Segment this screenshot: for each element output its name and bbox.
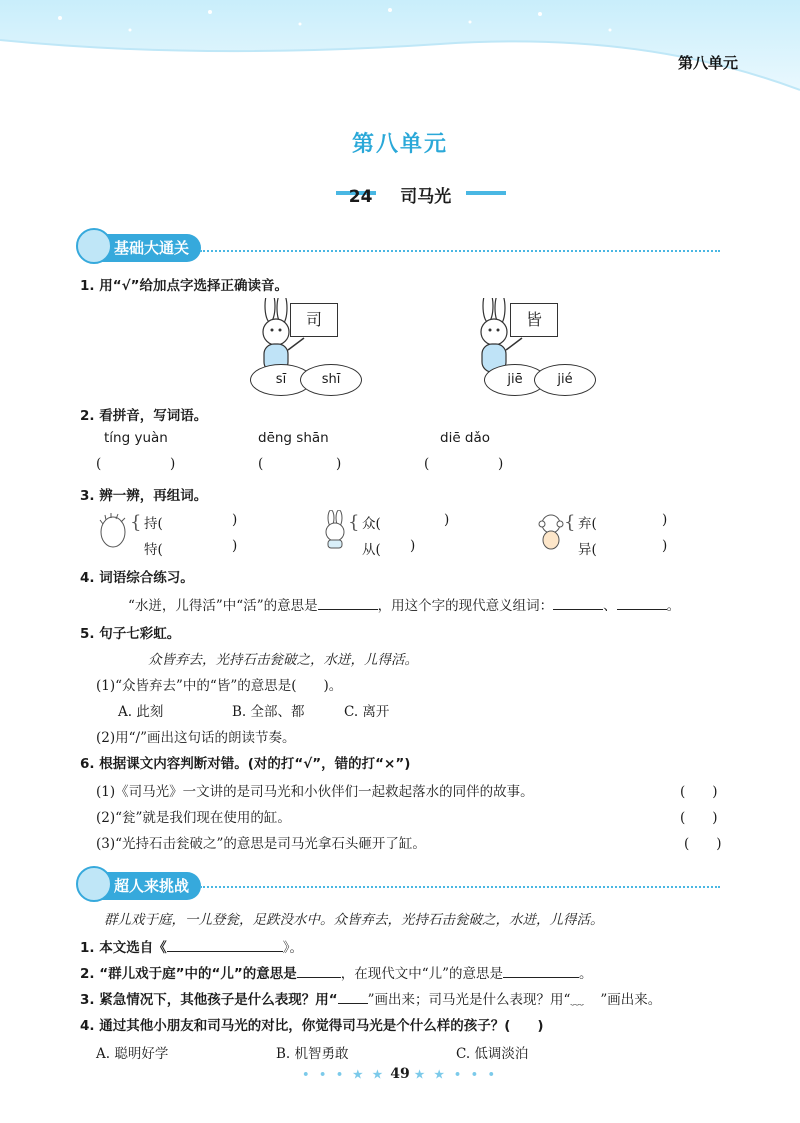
q3-word-1b[interactable]: 特( <box>144 542 163 558</box>
q5-sub2: (2)用“/”画出这句话的朗读节奏。 <box>96 730 296 746</box>
q1-label: 1. 用“√”给加点字选择正确读音。 <box>80 278 288 294</box>
page-footer <box>0 1066 800 1082</box>
q3-word-1a[interactable]: 持( <box>144 516 163 532</box>
q2-pinyin-3: diē dǎo <box>440 430 491 446</box>
lesson-heading <box>0 182 800 207</box>
q3-close-1b: ) <box>232 538 238 554</box>
q1-option-1b[interactable]: shī <box>300 364 362 396</box>
section-badge-basic <box>80 234 201 262</box>
brace-icon-2: { <box>348 512 360 533</box>
footer-dots-left-icon: • • • ★ ★ <box>302 1068 386 1081</box>
q5-sub1: (1)“众皆弃去”中的“皆”的意思是( )。 <box>96 678 343 694</box>
q3-close-3a: ) <box>662 512 668 528</box>
section-title-basic: 基础大通关 <box>114 239 190 257</box>
q3-word-2a[interactable]: 众( <box>362 516 381 532</box>
q6-item-3: (3)“光持石击瓮破之”的意思是司马光拿石头砸开了缸。 <box>96 836 426 852</box>
q2-answer-2-open[interactable]: ( <box>258 456 264 472</box>
q4-blank-meaning[interactable] <box>318 595 378 610</box>
q4-blank-word-2[interactable] <box>617 595 667 610</box>
star-badge-icon <box>76 228 112 264</box>
q2-answer-3-open[interactable]: ( <box>424 456 430 472</box>
q3-close-3b: ) <box>662 538 668 554</box>
q2-pinyin-2: dēng shān <box>258 430 329 446</box>
ufo-badge-icon <box>76 866 112 902</box>
c1-text-b: 》。 <box>282 940 303 956</box>
c1 <box>80 936 303 956</box>
q1-option-2b[interactable]: jié <box>534 364 596 396</box>
q4-text-a: “水迸，儿得活”中“活”的意思是 <box>128 598 318 614</box>
lesson-number: 24 <box>348 187 373 207</box>
q5-option-a[interactable]: A. 此刻 <box>118 704 164 720</box>
section-divider-basic <box>200 250 720 252</box>
c3-text-a: 3. 紧急情况下，其他孩子是什么表现？用“ <box>80 992 338 1008</box>
c4-option-a[interactable]: A. 聪明好学 <box>96 1046 169 1062</box>
q4-sep: 、 <box>603 598 617 614</box>
q2-answer-3-close: ) <box>498 456 504 472</box>
page-number: 49 <box>390 1066 410 1082</box>
q3-close-1a: ) <box>232 512 238 528</box>
brace-icon-1: { <box>130 512 142 533</box>
c2-blank-2[interactable] <box>503 963 579 978</box>
c2-blank-1[interactable] <box>297 963 341 978</box>
q3-word-3b[interactable]: 异( <box>578 542 597 558</box>
q6-answer-3[interactable]: ( ) <box>684 836 722 852</box>
c1-text-a: 1. 本文选自《 <box>80 940 167 956</box>
q4-label: 4. 词语综合练习。 <box>80 570 194 586</box>
c2-text-a: 2. “群儿戏于庭”中的“儿”的意思是 <box>80 966 297 982</box>
c2 <box>80 962 593 982</box>
q4-end: 。 <box>666 598 681 614</box>
brace-icon-3: { <box>564 512 576 533</box>
q3-word-2b[interactable]: 从( <box>362 542 381 558</box>
q1-char-1: 司 <box>290 303 338 337</box>
q1-char-2: 皆 <box>510 303 558 337</box>
c4-label: 4. 通过其他小朋友和司马光的对比，你觉得司马光是个什么样的孩子？( ) <box>80 1018 544 1034</box>
passage: 群儿戏于庭，一儿登瓮，足跌没水中。众皆弃去，光持石击瓮破之，水迸，儿得活。 <box>104 912 604 928</box>
q3-label: 3. 辨一辨，再组词。 <box>80 488 208 504</box>
q6-item-2: (2)“瓮”就是我们现在使用的缸。 <box>96 810 291 826</box>
c4-option-c[interactable]: C. 低调淡泊 <box>456 1046 529 1062</box>
c3-text-c: ”画出来。 <box>600 992 662 1008</box>
q6-answer-2[interactable]: ( ) <box>680 810 718 826</box>
footer-dots-right-icon: ★ ★ • • • <box>414 1068 498 1081</box>
monkey-icon <box>536 510 566 550</box>
q1-option-1a[interactable]: sī <box>250 364 312 396</box>
unit-tag: 第八单元 <box>677 54 738 72</box>
q5-option-c[interactable]: C. 离开 <box>344 704 390 720</box>
page-title: 第八单元 <box>351 132 448 157</box>
q4-sentence <box>128 594 680 614</box>
q4-blank-word-1[interactable] <box>553 595 603 610</box>
q6-item-1: (1)《司马光》一文讲的是司马光和小伙伴们一起救起落水的同伴的故事。 <box>96 784 534 800</box>
wavy-line-icon: ﹏ <box>570 992 584 1008</box>
section-badge-challenge <box>80 872 201 900</box>
q5-label: 5. 句子七彩虹。 <box>80 626 181 642</box>
q3-close-2a: ) <box>444 512 450 528</box>
q3-close-2b: ) <box>410 538 416 554</box>
section-title-challenge: 超人来挑战 <box>114 877 190 895</box>
section-divider-challenge <box>200 886 720 888</box>
c4-option-b[interactable]: B. 机智勇敢 <box>276 1046 349 1062</box>
hedgehog-icon <box>98 510 128 550</box>
q2-answer-2-close: ) <box>336 456 342 472</box>
straight-line-icon <box>338 989 368 1004</box>
q3-word-3a[interactable]: 弃( <box>578 516 597 532</box>
q1-option-2a[interactable]: jiē <box>484 364 546 396</box>
c3 <box>80 988 661 1008</box>
q5-quote: 众皆弃去，光持石击瓮破之，水迸，儿得活。 <box>148 652 418 668</box>
q2-pinyin-1: tíng yuàn <box>104 430 168 446</box>
c3-text-b: ”画出来；司马光是什么表现？用“ <box>367 992 571 1008</box>
q6-answer-1[interactable]: ( ) <box>680 784 718 800</box>
c2-text-b: ，在现代文中“儿”的意思是 <box>340 966 504 982</box>
q2-label: 2. 看拼音，写词语。 <box>80 408 208 424</box>
q5-option-b[interactable]: B. 全部、都 <box>232 704 305 720</box>
q6-label: 6. 根据课文内容判断对错。(对的打“√”，错的打“×”) <box>80 756 411 772</box>
small-rabbit-icon <box>320 510 350 550</box>
c2-text-c: 。 <box>579 966 593 982</box>
lesson-name: 司马光 <box>400 187 452 207</box>
q2-answer-1-close: ) <box>170 456 176 472</box>
q2-answer-1-open[interactable]: ( <box>96 456 102 472</box>
c1-blank[interactable] <box>167 937 283 952</box>
q4-text-b: ，用这个字的现代意义组词： <box>377 598 554 614</box>
